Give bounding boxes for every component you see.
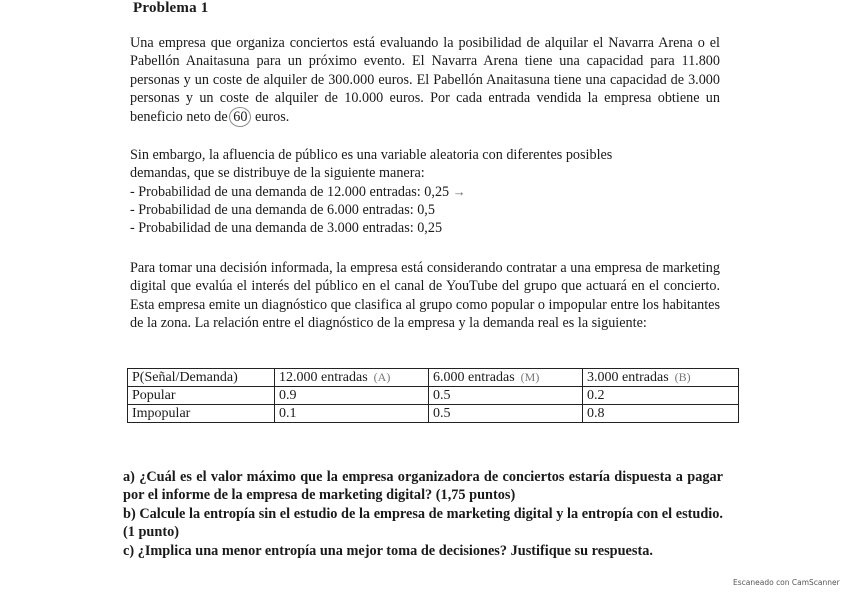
intro-paragraph [130,34,720,127]
handwritten-arrow: → [452,183,466,199]
table-header-cell: 6.000 entradas (M) [429,369,583,387]
intro-text: Una empresa que organiza conciertos está evaluando la posibilidad de alquilar el Navarra Arena o el Pabellón Anaitasuna para un próximo evento. El Navarra Arena tiene una capacidad para 11.800 personas y un coste de alquiler de 300.000 euros. El Pabellón Anaitasuna tiene una capacidad de 3.000 personas y un coste de alquiler de 10.000 euros. Por cada entrada vendida la empresa obtiene un beneficio neto de [130,35,720,126]
table-header-cell: 3.000 entradas (B) [583,369,739,387]
table-cell: 0.5 [429,405,583,423]
table-header-row [128,369,739,387]
circled-profit: 60 [229,107,251,127]
table-header-cell: P(Señal/Demanda) [128,369,275,387]
question-b: b) Calcule la entropía sin el estudio de la empresa de marketing digital y la entropía con el estudio. (1 punto) [123,505,723,541]
signal-demand-table [127,368,739,423]
demand-line-2: demandas, que se distribuye de la siguiente manera: [130,165,425,182]
table-cell: 0.5 [429,387,583,405]
table-cell: 0.2 [583,387,739,405]
demand-paragraph [130,146,720,237]
question-a: a) ¿Cuál es el valor máximo que la empresa organizadora de conciertos estaría dispuesta a pagar por el informe de la empresa de marketing digital? (1,75 puntos) [123,469,723,504]
intro-text-end: euros. [254,109,290,126]
list-item: - Probabilidad de una demanda de 12.000 entradas: 0,25 → [130,183,466,200]
marketing-paragraph: Para tomar una decisión informada, la empresa está considerando contratar a una empresa de marketing digital que evalúa el interés del público en el canal de YouTube del grupo que actuará en el concierto. Esta empresa emite un diagnóstico que clasifica al grupo como popular o impopular entre los habitantes de la zona. La relación entre el diagnóstico de la empresa y la demanda real es la siguiente: [130,260,720,331]
table-row [128,387,739,405]
demand-line-1: Sin embargo, la afluencia de público es una variable aleatoria con diferentes posibles [130,147,613,163]
question-c: c) ¿Implica una menor entropía una mejor toma de decisiones? Justifique su respuesta. [123,542,653,559]
questions-section [123,468,723,560]
table-cell: Impopular [128,405,275,423]
table-row [128,405,739,423]
scanner-watermark: Escaneado con CamScanner [733,578,840,587]
handwritten-tag: (B) [674,369,691,384]
problem-title: Problema 1 [133,0,209,16]
table-cell: 0.1 [275,405,429,423]
handwritten-tag: (A) [373,369,391,384]
demand-probability-list [130,183,720,238]
table-cell: Popular [128,387,275,405]
table-header-cell: 12.000 entradas (A) [275,369,429,387]
handwritten-tag: (M) [520,369,540,384]
table-cell: 0.9 [275,387,429,405]
list-item: - Probabilidad de una demanda de 6.000 entradas: 0,5 [130,201,435,218]
table-cell: 0.8 [583,405,739,423]
list-item: - Probabilidad de una demanda de 3.000 entradas: 0,25 [130,220,443,237]
